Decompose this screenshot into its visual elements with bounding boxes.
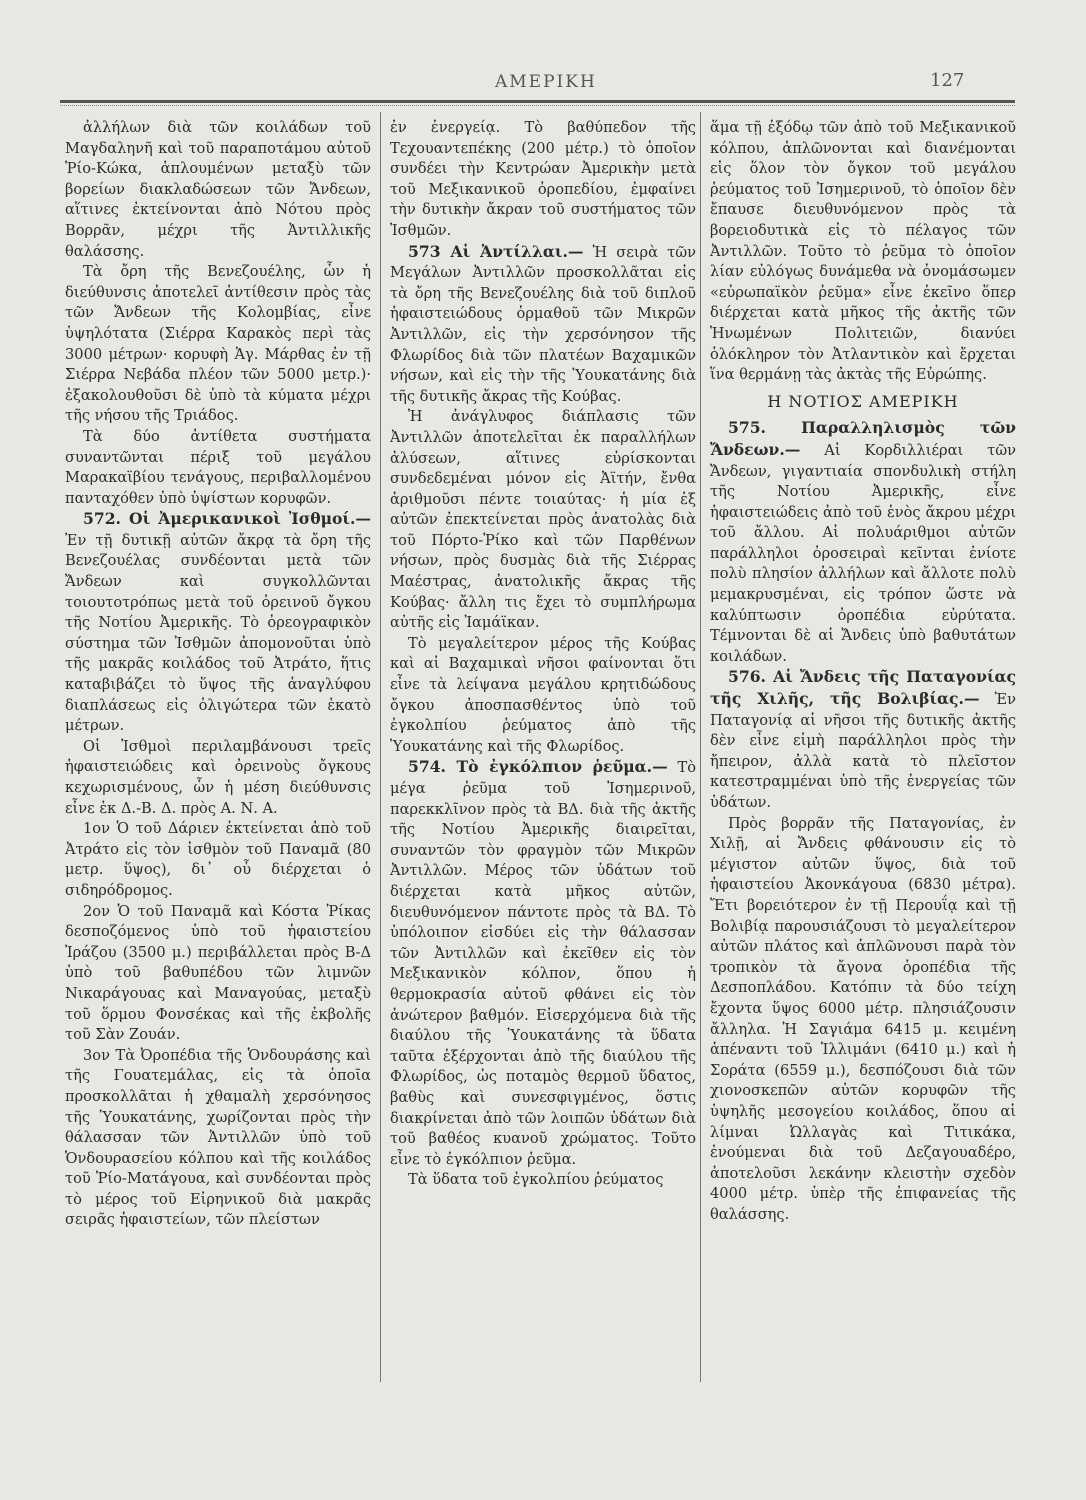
section-heading: Η ΝΟΤΙΟΣ ΑΜΕΡΙΚΗ [767,391,959,411]
paragraph [65,118,371,262]
paragraph-text: Ἐν Παταγονίᾳ αἱ νῆσοι τῆς δυτικῆς ἀκτῆς δὲν εἶνε εἰμὴ παράλληλοι πρὸς τὴν ἤπειρον, ἀλλὰ κατὰ τὸ πλεῖστον κατεστραμμέναι ὑπὸ τῆς ἐνεργείας τῶν ὑδάτων. [710,691,1016,811]
page-number: 127 [930,70,965,91]
paragraph [390,757,696,1170]
text-column-left [65,118,371,1231]
paragraph-text: Ἡ σειρὰ τῶν Μεγάλων Ἀντιλλῶν προσκολλᾶται εἰς τὰ ὄρη τῆς Βενεζουέλης διὰ τοῦ διπλοῦ ἡφαιστειώδους ὁρμαθοῦ τῶν Μικρῶν Ἀντιλλῶν, εἰς τὴν χερσόνησον τῆς Φλωρίδος διὰ τῶν πλατέων Βαχαμικῶν νήσων, καὶ εἰς τὴν τῆς Ὑουκατάνης διὰ τῆς δυτικῆς ἄκρας τῆς Κούβας. [390,243,696,405]
header-rule [60,100,1015,103]
paragraph-text: ἀλλήλων διὰ τῶν κοιλάδων τοῦ Μαγδαληνῆ καὶ τοῦ παραποτάμου αὐτοῦ Ῥίο-Κώκα, ἁπλουμένων μεταξὺ τῶν βορείων διακλαδώσεων τῶν Ἄνδεων, αἵτινες ἐκτείνονται ἀπὸ Νότου πρὸς Βορρᾶν, μέχρι τῆς Ἀντιλλικῆς θαλάσσης. [65,119,371,260]
article-heading: 574. Τὸ ἐγκόλπιον ῥεῦμα.— [408,757,668,777]
paragraph [710,118,1016,386]
text-column-middle [390,118,696,1191]
paragraph-text: 3ον Τὰ Ὀροπέδια τῆς Ὁνδουράσης καὶ τῆς Γουατεμάλας, εἰς τὰ ὁποῖα προσκολλᾶται ἡ χθαμαλὴ χερσόνησος τῆς Ὑουκατάνης, χωρίζονται πρὸς τὴν θάλασσαν τῶν Ἀντιλλῶν ὑπὸ τοῦ Ὁνδουρασείου κόλπου καὶ τῆς κοιλάδος τοῦ Ῥίο-Ματάγουα, καὶ συνδέονται πρὸς τὸ μέρος τοῦ Εἰρηνικοῦ διὰ μακρᾶς σειρᾶς ἡφαιστείων, τῶν πλείστων [65,1046,371,1229]
paragraph-text: Τὰ ὕδατα τοῦ ἐγκολπίου ῥεύματος [408,1171,664,1189]
paragraph [710,814,1016,1226]
paragraph [390,118,696,242]
article-heading: 573 Αἱ Ἀντίλλαι.— [408,241,584,261]
paragraph-text: ἅμα τῇ ἐξόδῳ τῶν ἀπὸ τοῦ Μεξικανικοῦ κόλπου, ἁπλῶνονται καὶ διανέμονται εἰς ὅλον τὸν ὄγκον τοῦ μεγάλου ῥεύματος τοῦ Ἰσημερινοῦ, τὸ ὁποῖον δὲν ἔπαυσε διευθυνόμενον πρὸς τὰ βορειοδυτικὰ εἰς τὸ πέλαγος τῶν Ἀντιλλῶν. Τοῦτο τὸ ῥεῦμα τὸ ὁποῖον λίαν εὐλόγως δυνάμεθα νὰ ὀνομάσωμεν «εὐρωπαϊκὸν ῥεῦμα» εἶνε ἐκεῖνο ὅπερ διέρχεται κατὰ μῆκος τῆς ἀκτῆς τῶν Ἡνωμένων Πολιτειῶν, διανύει ὁλόκληρον τὸν Ἀτλαντικὸν καὶ ἔρχεται ἵνα θερμάνῃ τὰς ἀκτὰς τῆς Εὐρώπης. [710,119,1016,384]
paragraph [65,737,371,819]
paragraph [65,262,371,427]
paragraph-text: Τὰ ὄρη τῆς Βενεζουέλης, ὧν ἡ διεύθυνσις ἀποτελεῖ ἀντίθεσιν πρὸς τὰς τῶν Ἄνδεων τῆς Κολομβίας, εἶνε ὑψηλότατα (Σιέρρα Καρακὸς περὶ τὰς 3000 μέτρων· κορυφὴ Ἁγ. Μάρθας ἐν τῇ Σιέρρα Νεβάδα πλέον τῶν 5000 μετρ.)· ἐξακολουθοῦσι δὲ ὑπὸ τὰ κύματα μέχρι τῆς νήσου τῆς Τριάδος. [65,263,371,425]
article-heading: 576. Αἱ Ἄνδεις τῆς Παταγονίας τῆς Χιλῆς, τῆς Βολιβίας.— [710,667,1016,709]
paragraph [65,1046,371,1231]
paragraph-text: Τὰ δύο ἀντίθετα συστήματα συναντῶνται πέριξ τοῦ μεγάλου Μαρακαϊβίου τενάγους, περιβαλλομένου πανταχόθεν ὑπὸ ὑψίστων κορυφῶν. [65,427,371,507]
paragraph [390,1170,696,1191]
article-heading: 572. Οἱ Ἀμερικανικοὶ Ἰσθμοί.— [83,509,371,529]
paragraph-text: Αἱ Κορδιλλιέραι τῶν Ἄνδεων, γιγαντιαία σπονδυλικὴ στήλη τῆς Νοτίου Ἀμερικῆς, εἶνε ἡφαιστειώδεις ἀπὸ τοῦ ἑνὸς ἄκρου μέχρι τοῦ ἄλλου. Αἱ πολυάριθμοι αὐτῶν παράλληλοι ὀροσειραὶ κεῖνται ἐνίοτε πολὺ πλησίον ἀλλήλων καὶ ἄλλοτε πολὺ μεμακρυσμέναι, εἰς τρόπον ὥστε νὰ καλύπτωσιν ὀροπέδια εὐρύτατα. Τέμνονται δὲ αἱ Ἄνδεις ὑπὸ βαθυτάτων κοιλάδων. [710,441,1016,665]
paragraph [390,634,696,758]
column-divider [700,112,701,1382]
paragraph [65,427,371,509]
paragraph [710,667,1016,813]
paragraph [390,407,696,634]
paragraph [65,509,371,737]
article-heading: 575. Παραλληλισμὸς τῶν Ἄνδεων.— [710,418,1016,459]
paragraph-text: Ἡ ἀνάγλυφος διάπλασις τῶν Ἀντιλλῶν ἀποτελεῖται ἐκ παραλλήλων ἀλύσεων, αἵτινες εὑρίσκονται συνδεδεμέναι μόνον εἰς Ἀϊτήν, ἔνθα ἀριθμοῦσι πέντε τοιαύτας· ἡ μία ἐξ αὐτῶν ἐπεκτείνεται πρὸς ἀνατολὰς διὰ τοῦ Πόρτο-Ῥίκο καὶ τῶν Παρθένων νήσων, πρὸς δυσμὰς διὰ τῆς Σιέρρας Μαέστρας, ἀνατολικῆς ἄκρας τῆς Κούβας· ἄλλη τις ἔχει τὸ συμπλήρωμα αὐτῆς εἰς Ἰαμάϊκαν. [390,408,696,632]
paragraph-text: 1ον Ὁ τοῦ Δάριεν ἐκτείνεται ἀπὸ τοῦ Ἀτράτο εἰς τὸν ἰσθμὸν τοῦ Παναμᾶ (80 μετρ. ὕψος), δι᾽ οὗ διέρχεται ὁ σιδηρόδρομος. [65,820,371,899]
paragraph-text: ἐν ἐνεργείᾳ. Τὸ βαθύπεδον τῆς Τεχουαντεπέκης (200 μέτρ.) τὸ ὁποῖον συνδέει τὴν Κεντρώαν Ἀμερικὴν μετὰ τοῦ Μεξικανικοῦ ὀροπεδίου, ἐμφαίνει τὴν δυτικὴν ἄκραν τοῦ συστήματος τῶν Ἰσθμῶν. [390,119,696,239]
text-column-right [710,118,1016,1225]
column-divider [380,112,381,1382]
paragraph [65,819,371,901]
paragraph-text: Ἐν τῇ δυτικῇ αὐτῶν ἄκρᾳ τὰ ὄρη τῆς Βενεζουέλας συνδέονται μετὰ τῶν Ἄνδεων καὶ συγκολλῶνται τοιουτοτρόπως μετὰ τοῦ ὀρεινοῦ ὄγκου τῆς Νοτίου Ἀμερικῆς. Τὸ ὀρεογραφικὸν σύστημα τῶν Ἰσθμῶν ἀπομονοῦται ὑπὸ τῆς μακρᾶς κοιλάδος τοῦ Ἀτράτο, ἥτις καταβιβάζει τὸ ὕψος τῆς ἀναγλύφου διαπλάσεως εἰς ὀλιγώτερα τῶν ἑκατὸ μέτρων. [65,531,371,735]
paragraph-text: Οἱ Ἰσθμοὶ περιλαμβάνουσι τρεῖς ἡφαιστειώδεις καὶ ὀρεινοὺς ὄγκους κεχωρισμένους, ὧν ἡ μέση διεύθυνσις εἶνε ἐκ Δ.-Β. Δ. πρὸς Α. Ν. Α. [65,737,371,817]
paragraph [390,242,696,408]
paragraph-text: Τὸ μέγα ῥεῦμα τοῦ Ἰσημερινοῦ, παρεκκλῖνον πρὸς τὰ ΒΔ. διὰ τῆς ἀκτῆς τῆς Νοτίου Ἀμερικῆς διαιρεῖται, συναντῶν τὸν φραγμὸν τῶν Μικρῶν Ἀντιλλῶν. Μέρος τῶν ὑδάτων τοῦ διέρχεται κατὰ μῆκος αὐτῶν, διευθυνόμενον πάντοτε πρὸς τὰ ΒΔ. Τὸ ὑπόλοιπον εἰσδύει εἰς τὴν θάλασσαν τῶν Ἀντιλλῶν καὶ ἐκεῖθεν εἰς τὸν Μεξικανικὸν κόλπον, ὅπου ἡ θερμοκρασία αὐτοῦ φθάνει εἰς τὸν ἀνώτερον βαθμόν. Εἰσερχόμενα διὰ τῆς διαύλου τῆς Ὑουκατάνης τὰ ὕδατα ταῦτα ἐξέρχονται ἀπὸ τῆς διαύλου τῆς Φλωρίδος, ὡς ποταμὸς θερμοῦ ὕδατος, βαθὺς καὶ συνεσφιγμένος, ὅστις διακρίνεται ἀπὸ τῶν λοιπῶν ὑδάτων διὰ τοῦ βαθέος κυανοῦ χρώματος. Τοῦτο εἶνε τὸ ἐγκόλπιον ῥεῦμα. [390,759,696,1168]
paragraph-text: Πρὸς βορρᾶν τῆς Παταγονίας, ἐν Χιλῇ, αἱ Ἄνδεις φθάνουσιν εἰς τὸ μέγιστον αὐτῶν ὕψος, διὰ τοῦ ἡφαιστείου Ἀκονκάγουα (6830 μέτρα). Ἔτι βορειότερον ἐν τῇ Περουΐᾳ καὶ τῇ Βολιβίᾳ παρουσιάζουσι τὸ μεγαλείτερον αὐτῶν πλάτος καὶ ἁπλῶνουσι παρὰ τὸν τροπικὸν τὰ ἄγονα ὀροπέδια τῆς Δεσποπλάδου. Κατόπιν τὰ δύο τείχη ἔχοντα ὕψος 6000 μέτρ. πλησιάζουσιν ἄλληλα. Ἡ Σαγιάμα 6415 μ. κειμένη ἀπέναντι τοῦ Ἰλλιμάνι (6410 μ.) καὶ ἡ Σοράτα (6559 μ.), δεσπόζουσι διὰ τῶν χιονοσκεπῶν αὐτῶν κορυφῶν τῆς ὑψηλῆς μεσογείου κοιλάδος, ὅπου αἱ λίμναι Ὠλλαγὰς καὶ Τιτικάκα, ἐνούμεναι διὰ τοῦ Δεζαγουαδέρο, ἀποτελοῦσι λεκάνην κλειστὴν σχεδὸν 4000 μέτρ. ὑπὲρ τῆς ἐπιφανείας τῆς θαλάσσης. [710,814,1016,1223]
paragraph-text: Τὸ μεγαλείτερον μέρος τῆς Κούβας καὶ αἱ Βαχαμικαὶ νῆσοι φαίνονται ὅτι εἶνε τὰ λείψανα μεγάλου κρητιδώδους ὄγκου ἀποσπασθέντος ὑπὸ τοῦ ἐγκολπίου ῥεύματος ἀπὸ τῆς Ὑουκατάνης καὶ τῆς Φλωρίδος. [390,634,696,755]
paragraph [710,418,1016,667]
running-title: ΑΜΕΡΙΚΗ [495,72,597,92]
paragraph-text: 2ον Ὁ τοῦ Παναμᾶ καὶ Κόστα Ῥίκας δεσποζόμενος ὑπὸ τοῦ ἡφαιστείου Ἰράζου (3500 μ.) περιβάλλεται πρὸς Β-Δ ὑπὸ τοῦ βαθυπέδου τῶν λιμνῶν Νικαράγουας καὶ Μαναγούας, μεταξὺ τοῦ ὅρμου Φονσέκας καὶ τῆς ἐκβολῆς τοῦ Σὰν Ζουάν. [65,902,371,1044]
paragraph [65,902,371,1046]
header-dotted-rule [60,105,1015,106]
